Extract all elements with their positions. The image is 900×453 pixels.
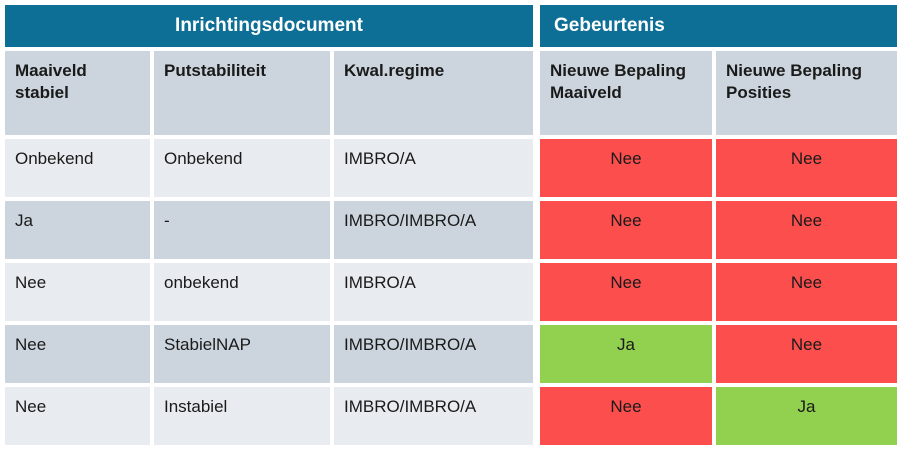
group-gebeurtenis bbox=[540, 5, 897, 447]
table-cell: IMBRO/A bbox=[334, 263, 533, 321]
table-cell: Nee bbox=[5, 263, 150, 321]
table-cell: Onbekend bbox=[5, 139, 150, 197]
table-cell: Nee bbox=[5, 325, 150, 383]
column-header-maaiveld-stabiel: Maaiveld stabiel bbox=[5, 51, 150, 135]
group-inrichtingsdocument bbox=[5, 5, 533, 447]
table-cell: Instabiel bbox=[154, 387, 330, 445]
table-cell: IMBRO/IMBRO/A bbox=[334, 387, 533, 445]
table-cell: Nee bbox=[5, 387, 150, 445]
table-cell: onbekend bbox=[154, 263, 330, 321]
table-cell: IMBRO/A bbox=[334, 139, 533, 197]
column-header-kwal-regime: Kwal.regime bbox=[334, 51, 533, 135]
group-title-inrichtingsdocument: Inrichtingsdocument bbox=[5, 5, 533, 47]
table-cell: IMBRO/IMBRO/A bbox=[334, 201, 533, 259]
column-header-nieuwe-bepaling-posities: Nieuwe Bepaling Posities bbox=[716, 51, 897, 135]
answer-cell: Nee bbox=[716, 325, 897, 383]
answer-cell: Nee bbox=[540, 139, 712, 197]
answer-cell: Ja bbox=[540, 325, 712, 383]
column-header-putstabiliteit: Putstabiliteit bbox=[154, 51, 330, 135]
column-header-nieuwe-bepaling-maaiveld: Nieuwe Bepaling Maaiveld bbox=[540, 51, 712, 135]
answer-cell: Ja bbox=[716, 387, 897, 445]
table-cell: StabielNAP bbox=[154, 325, 330, 383]
answer-cell: Nee bbox=[716, 263, 897, 321]
table-cell: IMBRO/IMBRO/A bbox=[334, 325, 533, 383]
table-cell: Onbekend bbox=[154, 139, 330, 197]
answer-cell: Nee bbox=[540, 201, 712, 259]
table-cell: Ja bbox=[5, 201, 150, 259]
answer-cell: Nee bbox=[716, 201, 897, 259]
answer-cell: Nee bbox=[716, 139, 897, 197]
table-cell: - bbox=[154, 201, 330, 259]
group-title-gebeurtenis: Gebeurtenis bbox=[540, 5, 897, 47]
answer-cell: Nee bbox=[540, 387, 712, 445]
answer-cell: Nee bbox=[540, 263, 712, 321]
